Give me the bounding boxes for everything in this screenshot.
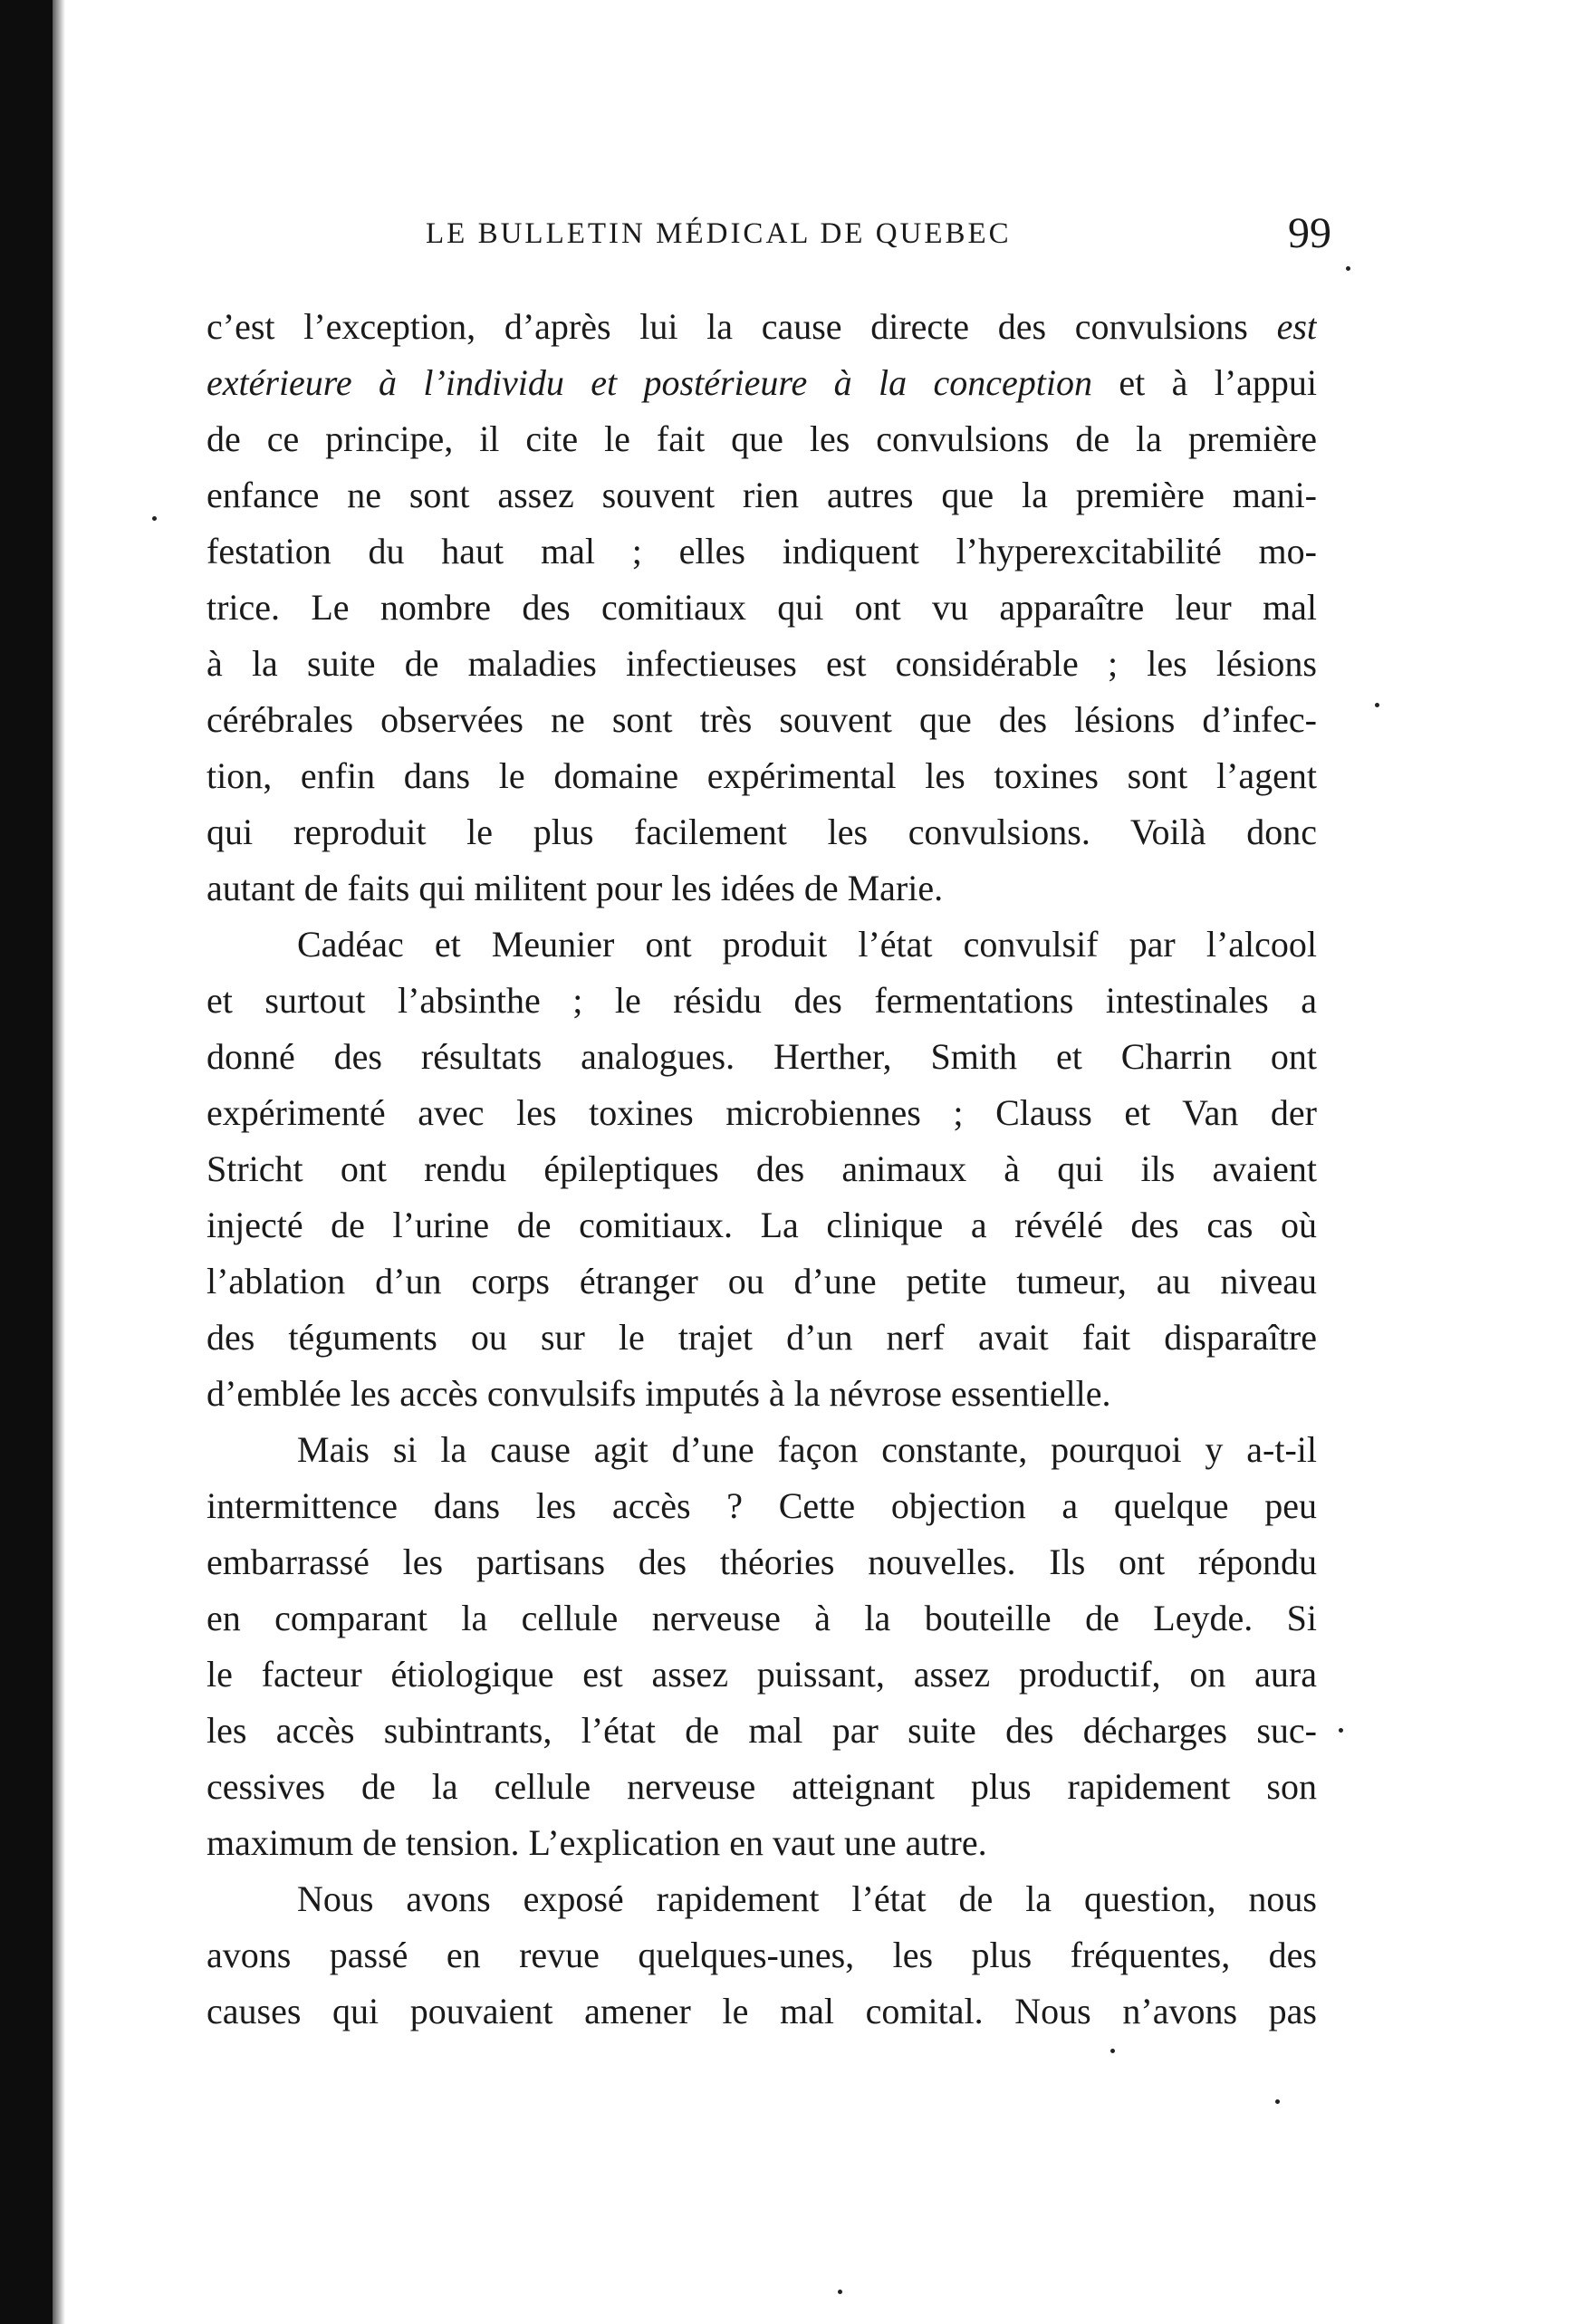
body-text: [207, 299, 1317, 2040]
text-line: [207, 1366, 1317, 1422]
text-line: [207, 973, 1317, 1029]
text-line: [207, 1590, 1317, 1647]
text-line: [207, 1871, 1317, 1927]
text-run: maximum de tension. L’explication en vaut une autre.: [207, 1822, 987, 1863]
text-line: [207, 1703, 1317, 1759]
text-run: autant de faits qui militent pour les idées de Marie.: [207, 868, 944, 908]
text-line: [207, 1927, 1317, 1983]
running-title: LE BULLETIN MÉDICAL DE QUEBEC: [426, 217, 1012, 250]
text-run: tion, enfin dans le domaine expérimental les toxines sont l’agent: [207, 755, 1317, 796]
text-run: le facteur étiologique est assez puissant, assez productif, on aura: [207, 1654, 1317, 1695]
text-run: festation du haut mal ; elles indiquent l’hyperexcitabilité mo-: [207, 531, 1317, 571]
text-run: les accès subintrants, l’état de mal par suite des décharges suc-: [207, 1710, 1317, 1751]
text-run: d’emblée les accès convulsifs imputés à la névrose essentielle.: [207, 1373, 1111, 1414]
text-line: [207, 804, 1317, 860]
ink-speck: [1375, 703, 1379, 707]
text-line: [207, 355, 1317, 411]
text-run: injecté de l’urine de comitiaux. La clinique a révélé des cas où: [207, 1205, 1317, 1245]
text-line: [207, 1815, 1317, 1871]
text-run: qui reproduit le plus facilement les convulsions. Voilà donc: [207, 811, 1317, 852]
text-run: expérimenté avec les toxines microbiennes ; Clauss et Van der: [207, 1092, 1317, 1133]
text-run: trice. Le nombre des comitiaux qui ont vu apparaître leur mal: [207, 587, 1317, 628]
text-line: [207, 467, 1317, 523]
ink-speck: [1275, 2099, 1280, 2104]
text-line: [207, 1029, 1317, 1085]
text-run: enfance ne sont assez souvent rien autres que la première mani-: [207, 475, 1317, 515]
text-run: c’est l’exception, d’après lui la cause directe des convulsions: [207, 306, 1277, 347]
text-run: Nous avons exposé rapidement l’état de la question, nous: [297, 1878, 1317, 1919]
text-line: [207, 1141, 1317, 1197]
text-line: [207, 523, 1317, 580]
text-run: Mais si la cause agit d’une façon constante, pourquoi y a-t-il: [297, 1429, 1317, 1470]
page-header: [426, 208, 1331, 272]
text-run: Cadéac et Meunier ont produit l’état convulsif par l’alcool: [297, 924, 1317, 965]
text-run: à la suite de maladies infectieuses est considérable ; les lésions: [207, 643, 1317, 684]
binding-edge: [0, 0, 56, 2324]
text-run: des téguments ou sur le trajet d’un nerf avait fait disparaître: [207, 1317, 1317, 1358]
text-run: et surtout l’absinthe ; le résidu des fermentations intestinales a: [207, 980, 1317, 1021]
text-run: et à l’appui: [1091, 362, 1317, 403]
text-line: [207, 1253, 1317, 1310]
text-line: [207, 1759, 1317, 1815]
italic-text: extérieure à l’individu et postérieure à la conception: [207, 362, 1092, 403]
ink-speck: [1339, 1728, 1343, 1733]
text-line: [207, 917, 1317, 973]
text-line: [207, 1197, 1317, 1253]
text-line: [207, 299, 1317, 355]
text-run: l’ablation d’un corps étranger ou d’une petite tumeur, au niveau: [207, 1261, 1317, 1301]
text-run: avons passé en revue quelques-unes, les plus fréquentes, des: [207, 1935, 1317, 1975]
text-run: cérébrales observées ne sont très souvent que des lésions d’infec-: [207, 699, 1317, 740]
text-run: en comparant la cellule nerveuse à la bouteille de Leyde. Si: [207, 1598, 1317, 1638]
text-line: [207, 1478, 1317, 1534]
text-run: de ce principe, il cite le fait que les convulsions de la première: [207, 418, 1317, 459]
text-run: causes qui pouvaient amener le mal comital. Nous n’avons pas: [207, 1991, 1317, 2031]
text-run: cessives de la cellule nerveuse atteignant plus rapidement son: [207, 1766, 1317, 1807]
text-line: [207, 636, 1317, 692]
text-run: embarrassé les partisans des théories nouvelles. Ils ont répondu: [207, 1541, 1317, 1582]
text-line: [207, 1310, 1317, 1366]
ink-speck: [1346, 266, 1350, 271]
text-line: [207, 411, 1317, 467]
text-line: [207, 1983, 1317, 2040]
ink-speck: [838, 2290, 842, 2294]
ink-speck: [152, 516, 157, 521]
text-run: Stricht ont rendu épileptiques des animaux à qui ils avaient: [207, 1148, 1317, 1189]
italic-text: est: [1276, 306, 1317, 347]
text-line: [207, 1422, 1317, 1478]
text-line: [207, 580, 1317, 636]
ink-speck: [1110, 2049, 1115, 2053]
text-run: intermittence dans les accès ? Cette objection a quelque peu: [207, 1485, 1317, 1526]
text-line: [207, 748, 1317, 804]
text-line: [207, 1534, 1317, 1590]
text-line: [207, 1647, 1317, 1703]
text-line: [207, 860, 1317, 917]
page-number: 99: [1288, 209, 1331, 257]
text-run: donné des résultats analogues. Herther, Smith et Charrin ont: [207, 1036, 1317, 1077]
text-line: [207, 692, 1317, 748]
text-line: [207, 1085, 1317, 1141]
